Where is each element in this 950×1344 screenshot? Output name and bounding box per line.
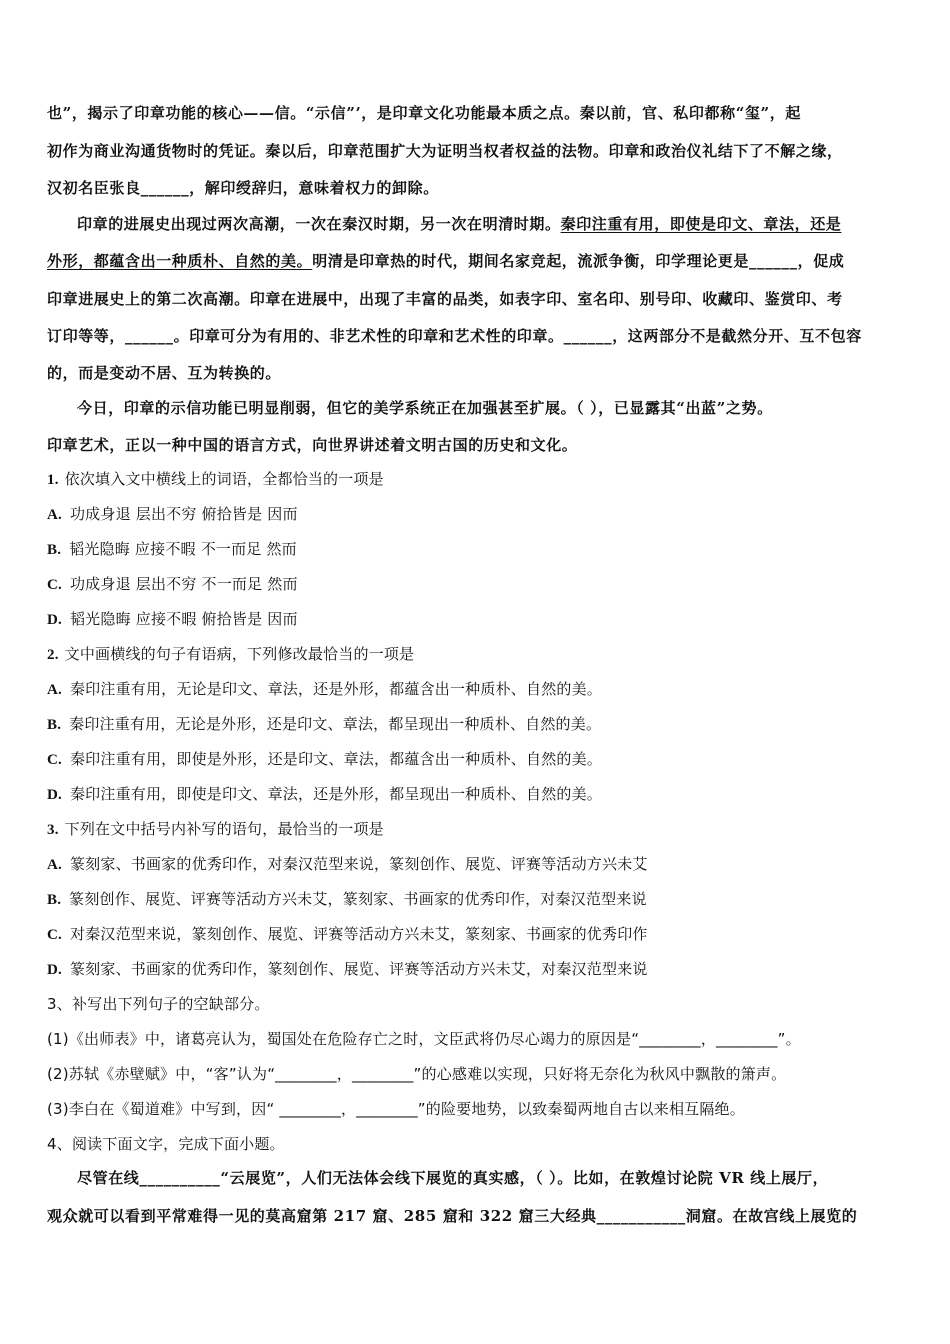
passage-line: 初作为商业沟通货物时的凭证。秦以后，印章范围扩大为证明当权者权益的法物。印章和政治仪礼结下了不解之缘，: [47, 142, 843, 160]
option-a: [47, 678, 903, 701]
passage-line: [77, 213, 903, 235]
question-text: 下列在文中括号内补写的语句，最恰当的一项是: [64, 820, 384, 838]
fill-in-item-3: (3)李白在《蜀道难》中写到，因“ ________，________”的险要地势，以致秦蜀两地自古以来相互隔绝。: [47, 1100, 745, 1118]
option-letter: D.: [47, 612, 62, 628]
option-d: [47, 958, 903, 981]
option-letter: B.: [47, 717, 62, 733]
option-a: [47, 503, 903, 526]
reading-line: 尽管在线__________“云展览”，人们无法体会线下展览的真实感，（ ）。比如，在敦煌讨论院 VR 线上展厅，: [77, 1169, 829, 1187]
option-b: [47, 713, 903, 736]
underlined-sentence: 秦印注重有用，即使是印文、章法，还是: [560, 215, 842, 233]
passage-line: 今日，印章的示信功能已明显削弱，但它的美学系统正在加强甚至扩展。（ ），已显露其“出蓝”之势。: [77, 399, 773, 417]
option-text: 秦印注重有用，即使是外形，还是印文、章法，都蕴含出一种质朴、自然的美。: [69, 750, 602, 768]
option-text: 秦印注重有用，无论是外形，还是印文、章法，都呈现出一种质朴、自然的美。: [69, 715, 602, 733]
option-text: 对秦汉范型来说，篆刻创作、展览、评赛等活动方兴未艾，篆刻家、书画家的优秀印作: [69, 925, 648, 943]
passage-line: 的，而是变动不居、互为转换的。: [47, 364, 282, 382]
question-number: 2.: [47, 647, 59, 663]
option-letter: B.: [47, 892, 62, 908]
option-a: [47, 853, 903, 876]
passage-line: 印章进展史上的第二次高潮。印章在进展中，出现了丰富的品类，如表字印、室名印、别号印、收藏印、鉴赏印、考: [47, 290, 843, 308]
option-text: 功成身退 层出不穷 不一而足 然而: [69, 575, 298, 593]
passage-line: [47, 250, 903, 272]
option-c: [47, 923, 903, 946]
passage-text: 印章的进展史出现过两次高潮，一次在秦汉时期，另一次在明清时期。: [77, 215, 561, 233]
option-letter: C.: [47, 577, 62, 593]
passage-text: 明清是印章热的时代，期间名家竞起，流派争衡，印学理论更是______，促成: [312, 252, 845, 270]
question-1-stem: [47, 468, 903, 491]
option-letter: D.: [47, 787, 62, 803]
option-letter: C.: [47, 927, 62, 943]
option-c: [47, 573, 903, 596]
option-letter: C.: [47, 752, 62, 768]
option-letter: A.: [47, 682, 62, 698]
question-number: 1.: [47, 472, 59, 488]
option-text: 功成身退 层出不穷 俯拾皆是 因而: [69, 505, 298, 523]
option-b: [47, 888, 903, 911]
option-text: 韬光隐晦 应接不暇 不一而足 然而: [69, 540, 297, 558]
option-d: [47, 783, 903, 806]
section-3-title: 3、补写出下列句子的空缺部分。: [47, 995, 270, 1013]
fill-in-item-1: (1)《出师表》中，诸葛亮认为，蜀国处在危险存亡之时，文臣武将仍尽心竭力的原因是“________，________”。: [47, 1030, 801, 1048]
question-3-stem: [47, 818, 903, 841]
option-letter: A.: [47, 507, 62, 523]
option-letter: D.: [47, 962, 62, 978]
fill-in-item-2: (2)苏轼《赤壁赋》中，“客”认为“________，________”的心感难以实现，只好将无奈化为秋风中飘散的箫声。: [47, 1065, 787, 1083]
question-text: 依次填入文中横线上的词语，全都恰当的一项是: [64, 470, 384, 488]
question-2-stem: [47, 643, 903, 666]
option-text: 篆刻家、书画家的优秀印作，对秦汉范型来说，篆刻创作、展览、评赛等活动方兴未艾: [69, 855, 648, 873]
option-d: [47, 608, 903, 631]
option-text: 韬光隐晦 应接不暇 俯拾皆是 因而: [69, 610, 298, 628]
passage-line: 汉初名臣张良______，解印绶辞归，意味着权力的卸除。: [47, 179, 439, 197]
passage-line: 印章艺术，正以一种中国的语言方式，向世界讲述着文明古国的历史和文化。: [47, 436, 578, 454]
passage-line: 订印等等，______。印章可分为有用的、非艺术性的印章和艺术性的印章。______，这两部分不是截然分开、互不包容: [47, 327, 862, 345]
option-text: 秦印注重有用，即使是印文、章法，还是外形，都呈现出一种质朴、自然的美。: [69, 785, 602, 803]
option-text: 秦印注重有用，无论是印文、章法，还是外形，都蕴含出一种质朴、自然的美。: [69, 680, 602, 698]
section-4-title: 4、阅读下面文字，完成下面小题。: [47, 1135, 285, 1153]
reading-line: 观众就可以看到平常难得一见的莫高窟第 217 窟、285 窟和 322 窟三大经典___________洞窟。在故宫线上展览的: [47, 1207, 858, 1225]
question-number: 3.: [47, 822, 59, 838]
passage-line: 也”，揭示了印章功能的核心——信。“示信”’，是印章文化功能最本质之点。秦以前，官、私印都称“玺”，起: [47, 104, 801, 122]
option-letter: A.: [47, 857, 62, 873]
option-b: [47, 538, 903, 561]
option-letter: B.: [47, 542, 62, 558]
option-text: 篆刻家、书画家的优秀印作，篆刻创作、展览、评赛等活动方兴未艾，对秦汉范型来说: [69, 960, 648, 978]
question-text: 文中画横线的句子有语病，下列修改最恰当的一项是: [64, 645, 415, 663]
option-text: 篆刻创作、展览、评赛等活动方兴未艾，篆刻家、书画家的优秀印作，对秦汉范型来说: [69, 890, 647, 908]
option-c: [47, 748, 903, 771]
underlined-sentence: 外形，都蕴含出一种质朴、自然的美。: [47, 252, 313, 270]
